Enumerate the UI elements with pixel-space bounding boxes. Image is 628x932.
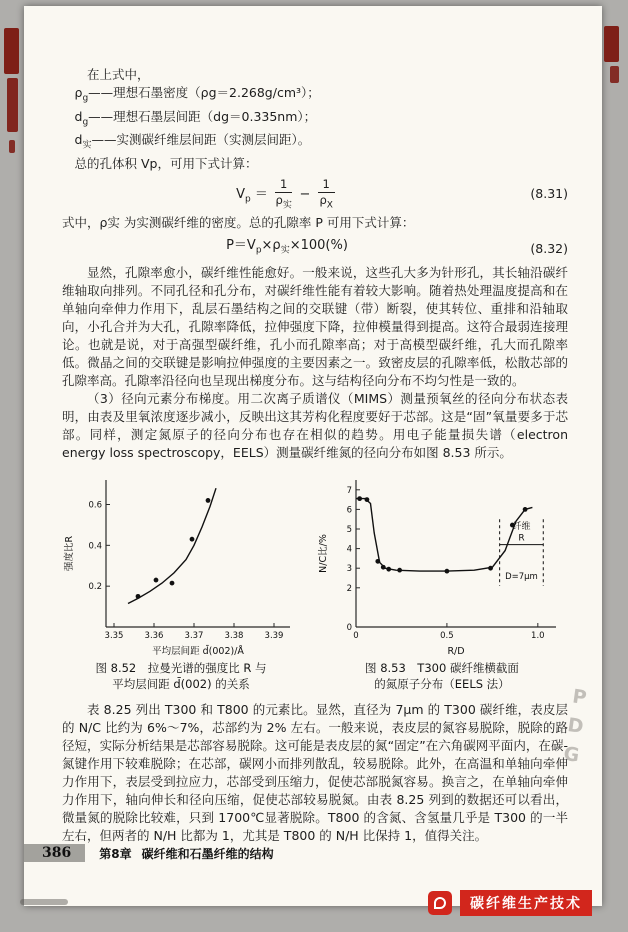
definition-symbol: ρ bbox=[74, 85, 83, 100]
scan-edge-mark bbox=[604, 26, 619, 62]
publisher-banner bbox=[428, 890, 592, 916]
page-number: 386 bbox=[24, 844, 85, 862]
chapter-label: 第8章 bbox=[99, 846, 132, 861]
svg-text:0.4: 0.4 bbox=[88, 541, 102, 552]
svg-text:R: R bbox=[518, 533, 525, 544]
svg-text:强度比R: 强度比R bbox=[64, 535, 75, 572]
scan-edge-mark bbox=[7, 78, 18, 132]
scan-edge-mark bbox=[4, 28, 19, 74]
eq-equals: ＝ bbox=[254, 186, 268, 202]
svg-text:7: 7 bbox=[346, 485, 352, 496]
definition-subscript: g bbox=[82, 93, 89, 104]
publisher-banner-text: 碳纤维生产技术 bbox=[460, 890, 592, 916]
definition-text: ——实测碳纤维层间距（实测层间距）。 bbox=[91, 132, 311, 147]
page-footer bbox=[24, 844, 274, 862]
book-page-paper bbox=[24, 6, 602, 906]
fraction-numerator: 1 bbox=[318, 178, 335, 193]
mid-explanation-line: 式中，ρ实 为实测碳纤维的密度。总的孔隙率 P 可用下式计算： bbox=[62, 215, 415, 231]
svg-text:6: 6 bbox=[346, 505, 352, 516]
equation-number: (8.32) bbox=[530, 240, 568, 256]
fraction-numerator: 1 bbox=[275, 178, 292, 193]
svg-text:3: 3 bbox=[346, 564, 352, 575]
definition-text: ——理想石墨密度（ρg＝2.268g/cm³）； bbox=[88, 85, 320, 100]
svg-text:3.39: 3.39 bbox=[264, 630, 284, 641]
watermark: PDG bbox=[558, 684, 592, 775]
svg-text:0: 0 bbox=[353, 630, 359, 641]
fraction-denominator: $\rho_X$ bbox=[319, 192, 333, 211]
svg-text:纤维: 纤维 bbox=[512, 521, 531, 532]
svg-text:0.2: 0.2 bbox=[88, 582, 102, 593]
pore-volume-line: 总的孔体积 Vp，可用下式计算： bbox=[74, 155, 258, 171]
fraction-denominator: $\rho_实$ bbox=[275, 192, 292, 211]
svg-text:4: 4 bbox=[346, 544, 352, 555]
definition-subscript: 实 bbox=[82, 140, 92, 151]
eq-minus: − bbox=[299, 186, 311, 202]
definition-line-rho-g bbox=[62, 84, 568, 108]
figure-852 bbox=[62, 472, 300, 692]
publisher-logo-icon bbox=[428, 891, 452, 915]
definition-symbol: d bbox=[74, 108, 83, 124]
scan-edge-mark bbox=[610, 66, 619, 83]
paragraph-radial-gradient: （3）径向元素分布梯度。用二次离子质谱仪（MIMS）测量预氧丝的径向分布状态表明，由表及里氧浓度逐步减小，反映出这其芳构化程度要好于芯部。这是“固”氧量要多于芯部。同样，测定氮原子的径向分布也存在相似的趋势。用电子能量损失谱（electron energy loss spectroscopy，EELS）测量碳纤维氮的径向分布如图 8.53 所示。 bbox=[62, 390, 568, 460]
eq-lhs-sub: p bbox=[245, 194, 251, 205]
eq-fraction-1 bbox=[275, 178, 292, 211]
svg-text:0.5: 0.5 bbox=[440, 630, 454, 641]
svg-text:3.38: 3.38 bbox=[224, 630, 244, 641]
figure-852-chart bbox=[62, 472, 300, 657]
svg-text:0.6: 0.6 bbox=[88, 500, 102, 511]
svg-text:1.0: 1.0 bbox=[531, 630, 545, 641]
chapter-title: 碳纤维和石墨纤维的结构 bbox=[141, 846, 274, 861]
svg-text:平均层间距 d̄(002)/Å: 平均层间距 d̄(002)/Å bbox=[152, 645, 244, 657]
figure-852-caption: 图 8.52 拉曼光谱的强度比 R 与 平均层间距 d̄(002) 的关系 bbox=[95, 660, 267, 691]
equation-8-31-body bbox=[62, 178, 512, 211]
figures-row bbox=[62, 472, 568, 692]
eq-lhs: V bbox=[236, 186, 246, 202]
definition-line-d-shi bbox=[62, 131, 568, 155]
figure-853 bbox=[316, 472, 568, 692]
paragraph-porosity: 显然，孔隙率愈小，碳纤维性能愈好。一般来说，这些孔大多为针形孔，其长轴沿碳纤维轴取向排列。不同孔径和孔分布，对碳纤维性能有着较大影响。随着热处理温度提高和在单轴向牵伸力作用下，乱层石墨结构之间的交联键（带）断裂，使其转位、重排和沿轴取向，小孔合并为大孔，孔隙率降低，拉伸强度下降，拉伸模量得到提高。这符合最弱连接理论。也就是说，对于高强型碳纤维，孔小而孔隙率高；对于高模型碳纤维，孔大而孔隙率低。微晶之间的交联键是影响拉伸强度的主要因素之一。致密皮层的孔隙率低，松散芯部的孔隙率高。孔隙率沿径向也呈现出梯度分布。这与结构径向分布不均匀性是一致的。 bbox=[62, 264, 568, 388]
paragraph-element-ratio: 表 8.25 列出 T300 和 T800 的元素比。显然，直径为 7μm 的 T300 碳纤维，表皮层的 N/C 比约为 6%～7%，芯部约为 2% 左右。一般来说，表皮层的氮容易脱除，脱除的路径短，实际分析结果是芯部容易脱除。这可能是表皮层的氮“固定”在六角碳网平面内，在碳-氮键作用下较难脱除；在芯部，碳网小而排列散乱，较易脱除。此外，在高温和单轴向牵伸力作用下，表层受到拉应力，芯部受到压缩力，促使芯部脱氮容易。换言之，在单轴向牵伸力作用下，轴向伸长和径向压缩，促使芯部较易脱氮。由表 8.25 列到的数据还可以看出，微量氮的脱除比较难，只到 1700℃显著脱除。T800 的含氮、含氢量几乎是 T300 的一半左右，但两者的 N/H 比都为 1，尤其是 T800 的 N/H 比保持 1，值得关注。 bbox=[62, 701, 568, 843]
definition-line-d-g bbox=[62, 108, 568, 132]
equation-8-32-body: $P=V_p\times\rho_实\times 100(\%)$ bbox=[226, 238, 348, 256]
svg-text:5: 5 bbox=[346, 524, 352, 535]
svg-text:3.35: 3.35 bbox=[104, 630, 124, 641]
svg-text:R/D: R/D bbox=[447, 645, 465, 657]
svg-text:3.37: 3.37 bbox=[184, 630, 204, 641]
svg-text:2: 2 bbox=[346, 583, 352, 594]
equation-8-31 bbox=[62, 178, 568, 211]
svg-text:0: 0 bbox=[346, 622, 352, 633]
definition-text: ——理想石墨层间距（dg＝0.335nm）； bbox=[88, 108, 317, 124]
eq-fraction-2 bbox=[318, 178, 335, 211]
intro-line: 在上式中， bbox=[87, 67, 150, 82]
definition-symbol: d bbox=[74, 132, 83, 147]
definition-subscript: g bbox=[82, 117, 89, 127]
svg-text:3.36: 3.36 bbox=[144, 630, 164, 641]
scan-smudge bbox=[20, 899, 68, 905]
figure-853-chart bbox=[316, 472, 568, 657]
equation-number: (8.31) bbox=[530, 185, 568, 201]
svg-text:D=7μm: D=7μm bbox=[505, 571, 538, 582]
page-content bbox=[62, 66, 568, 845]
scan-edge-mark bbox=[9, 140, 15, 153]
svg-text:N/C比/%: N/C比/% bbox=[318, 534, 329, 573]
equation-8-32 bbox=[62, 237, 568, 260]
figure-853-caption: 图 8.53 T300 碳纤维横截面 的氮原子分布（EELS 法） bbox=[365, 660, 519, 691]
logo-ring bbox=[434, 897, 446, 909]
